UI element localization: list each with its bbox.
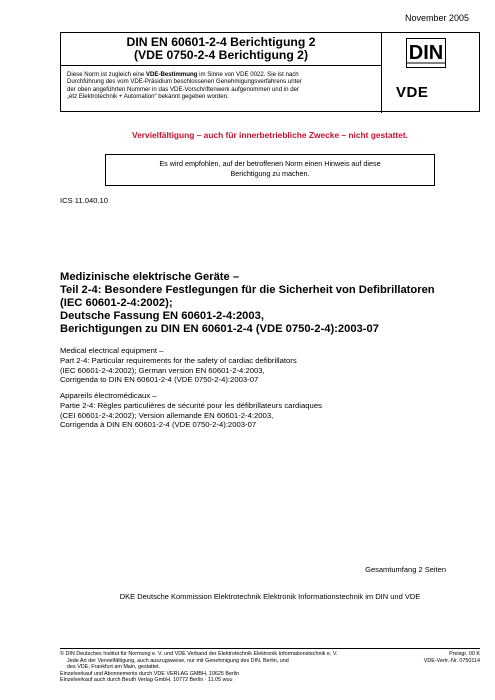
title-english <box>60 346 480 385</box>
recommendation-line2: Berichtigung zu machen. <box>230 169 310 178</box>
vde-notice-line3: der oben angeführten Nummer in das VDE-Vorschriftenwerk aufgenommen und in der <box>67 85 300 93</box>
vde-notice-line2: Durchführung des vom VDE-Präsidium beschlossenen Genehmigungsverfahrens unter <box>67 78 302 86</box>
din-logo <box>406 38 446 68</box>
title-german-line4: Deutsche Fassung EN 60601-2-4:2003, <box>60 310 264 322</box>
footer-left-line1: © DIN Deutsches Institut für Normung e. V. und VDE Verband der Elektrotechnik Elektronik Informationstechnik e. V. <box>60 651 338 657</box>
title-english-line4: Corrigenda to DIN EN 60601-2-4 (VDE 0750-2-4):2003-07 <box>60 375 259 385</box>
logo-area <box>382 33 479 111</box>
vde-notice-prefix: Diese Norm ist zugleich eine <box>67 71 146 78</box>
title-french-line3: (CEI 60601-2-4:2002); Version allemande EN 60601-2-4:2003, <box>60 410 274 420</box>
title-french-line2: Partie 2-4: Règles particulières de sécurité pour les défibrillateurs cardiaques <box>60 400 322 410</box>
title-english-line1: Medical electrical equipment – <box>60 346 164 355</box>
ics-code: ICS 11.040.10 <box>60 196 108 205</box>
title-french-line1: Appareils électromédicaux – <box>60 391 157 400</box>
reproduction-warning: Vervielfältigung – auch für innerbetriebliche Zwecke – nicht gestattet. <box>132 130 408 140</box>
total-pages: Gesamtumfang 2 Seiten <box>365 565 446 574</box>
footer-price <box>424 651 480 664</box>
vde-logo: VDE <box>396 84 429 101</box>
title-german-line2: Teil 2-4: Besondere Festlegungen für die Sicherheit von Defibrillatoren <box>60 284 435 296</box>
publication-date: November 2005 <box>404 13 469 23</box>
title-german-line1: Medizinische elektrische Geräte – <box>60 271 240 283</box>
title-english-line3: (IEC 60601-2-4:2002); German version EN 60601-2-4:2003, <box>60 365 265 375</box>
vde-notice <box>61 66 382 113</box>
title-german-line5: Berichtigungen zu DIN EN 60601-2-4 (VDE 0750-2-4):2003-07 <box>60 323 379 335</box>
recommendation-box <box>105 154 435 186</box>
header-box <box>60 32 480 112</box>
price-group: Preisgr. 00 K <box>449 651 480 657</box>
title-french <box>60 391 480 430</box>
document-title-line1: DIN EN 60601-2-4 Berichtigung 2 <box>126 35 316 49</box>
title-german-line3: (IEC 60601-2-4:2002); <box>60 297 173 309</box>
vde-notice-line1 <box>67 71 375 78</box>
title-english-line2: Part 2-4: Particular requirements for the safety of cardiac defibrillators <box>60 355 297 365</box>
recommendation-line1: Es wird empfohlen, auf der betroffenen Norm einen Hinweis auf diese <box>159 159 381 168</box>
footer-left-line2: Jede Art der Vervielfältigung, auch auszugsweise, nur mit Genehmigung des DIN, Berlin, und <box>67 657 289 664</box>
title-german <box>60 271 480 336</box>
footer-left-line3: des VDE, Frankfurt am Main, gestattet. <box>67 664 161 671</box>
vde-notice-bold: VDE-Bestimmung <box>145 71 198 78</box>
footer-left-line4: Einzelverkauf und Abonnements durch VDE VERLAG GMBH, 10625 Berlin <box>60 670 240 677</box>
vde-distribution-number: VDE-Vertr.-Nr. 0750114 <box>423 657 480 664</box>
document-title <box>61 33 382 66</box>
vde-notice-line1-rest: im Sinne von VDE 0022. Sie ist nach <box>197 71 299 78</box>
footer-copyright <box>60 651 390 684</box>
din-logo-text: DIN <box>408 42 444 64</box>
footer-divider <box>60 648 480 649</box>
title-french-line4: Corrigenda à DIN EN 60601-2-4 (VDE 0750-2-4):2003-07 <box>60 420 257 430</box>
footer-left-line5: Einzelverkauf auch durch Beuth Verlag GmbH, 10772 Berlin · 11.05 wuu <box>60 677 233 684</box>
document-title-line2: (VDE 0750-2-4 Berichtigung 2) <box>133 48 309 62</box>
vde-notice-line4: „etz Elektrotechnik + Automation“ bekannt gegeben worden. <box>67 93 229 101</box>
dke-committee: DKE Deutsche Kommission Elektrotechnik Elektronik Informationstechnik im DIN und VDE <box>119 592 421 601</box>
